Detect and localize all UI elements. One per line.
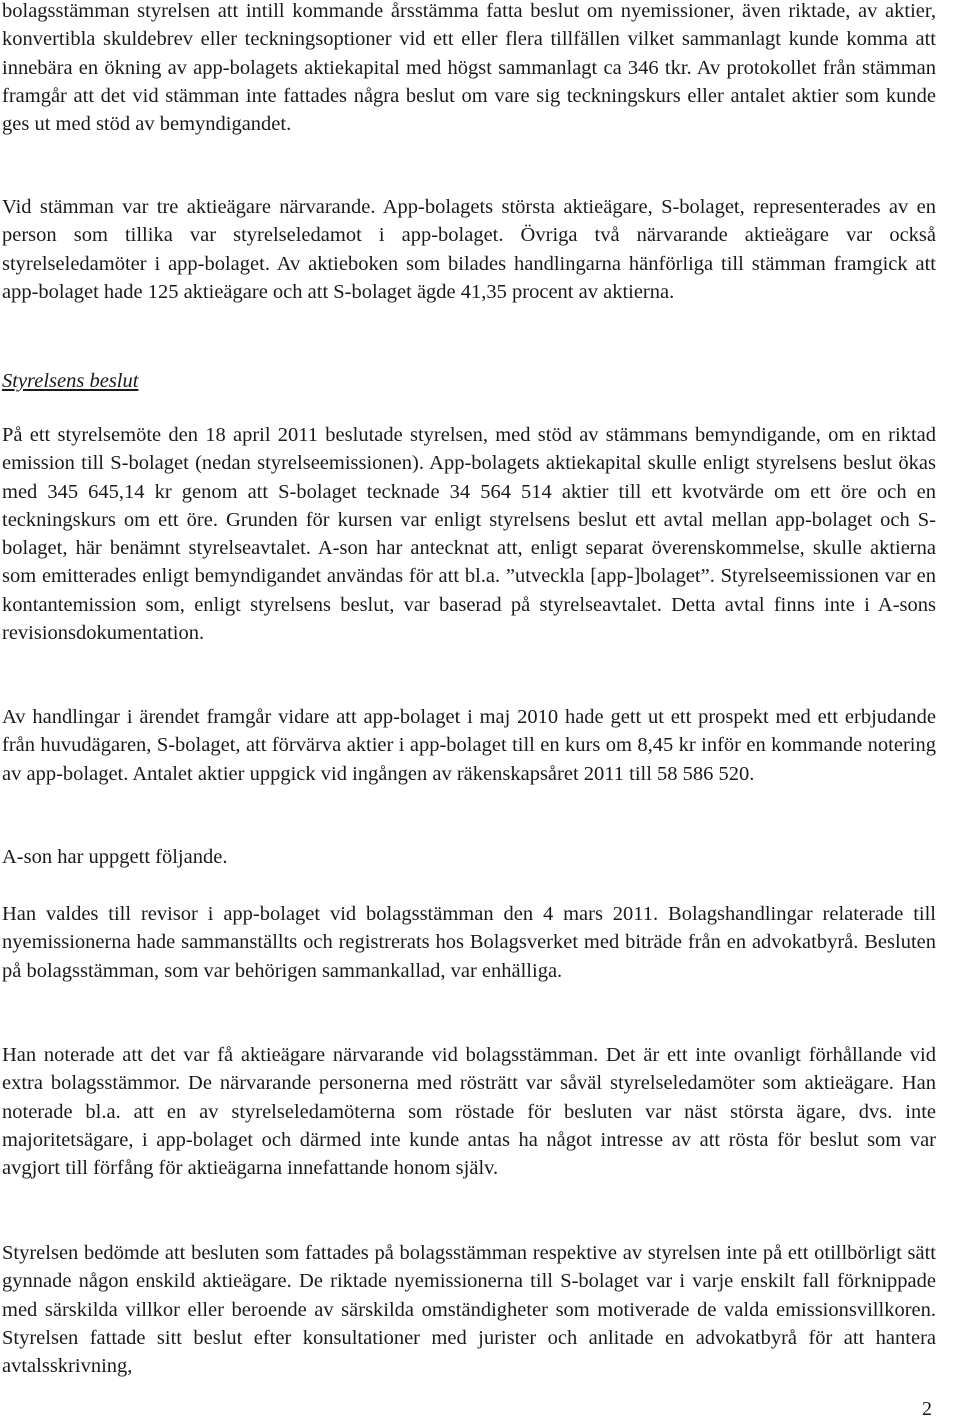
- paragraph-prospekt: Av handlingar i ärendet framgår vidare att app-bolaget i maj 2010 hade gett ut ett prospekt med ett erbjudande från huvudägaren, S-bolaget, att förvärva aktier i app-bolaget till en kurs om 8,45 kr inför en kommande notering av app-bolaget. Antalet aktier uppgick vid ingången av räkenskapsåret 2011 till 58 586 520.: [2, 706, 936, 785]
- paragraph-styrelsemote: På ett styrelsemöte den 18 april 2011 beslutade styrelsen, med stöd av stämmans bemyndigande, om en riktad emission till S-bolaget (nedan styrelseemissionen). App-bolagets aktiekapital skulle enligt styrelsens beslut ökas med 345 645,14 kr genom att S-bolaget tecknade 34 564 514 aktier till ett kvotvärde om ett öre och en teckningskurs om ett öre. Grunden för kursen var enligt styrelsens beslut ett avtal mellan app-bolaget och S-bolaget, här benämnt styrelseavtalet. A-son har antecknat att, enligt separat överenskommelse, skulle aktierna som emitterades enligt bemyndigandet användas för att bl.a. ”utveckla [app-]bolaget”. Styrelseemissionen var en kontantemission som, enligt styrelsens beslut, var baserad på styrelseavtalet. Detta avtal finns inte i A-sons revisionsdokumentation.: [2, 424, 936, 645]
- paragraph-stamma-bemyndigande: bolagsstämman styrelsen att intill kommande årsstämma fatta beslut om nyemissioner, även riktade, av aktier, konvertibla skuldebrev eller teckningsoptioner vid ett eller flera tillfällen vilket sammanlagt kunde komma att innebära en ökning av app-bolagets aktiekapital med högst sammanlagt ca 346 tkr. Av protokollet från stämman framgår att det vid stämman inte fattades några beslut om vare sig teckningskurs eller antalet aktier som kunde ges ut med stöd av bemyndigandet.: [2, 0, 936, 136]
- paragraph-aktieagare-narvarande: Vid stämman var tre aktieägare närvarande. App-bolagets största aktieägare, S-bolaget, representerades av en person som tillika var styrelseledamot i app-bolaget. Övriga två närvarande aktieägare var också styrelseledamöter i app-bolaget. Av aktieboken som bilades handlingarna hänförliga till stämman framgick att app-bolaget hade 125 aktieägare och att S-bolaget ägde 41,35 procent av aktierna.: [2, 196, 936, 303]
- paragraph-styrelsen-bedomde: Styrelsen bedömde att besluten som fattades på bolagsstämman respektive av styrelsen inte på ett otillbörligt sätt gynnade någon enskild aktieägare. De riktade nyemissionerna till S-bolaget var i varje enskilt fall förknippade med särskilda villkor eller beroende av särskilda omständigheter som motiverade de valda emissionsvillkoren. Styrelsen fattade sitt beslut efter konsultationer med jurister och anlitade en advokatbyrå för att hantera avtalsskrivning,: [2, 1242, 936, 1378]
- paragraph-a-son-uppgett: A-son har uppgett följande.: [2, 846, 228, 868]
- paragraph-revisor-val: Han valdes till revisor i app-bolaget vid bolagsstämman den 4 mars 2011. Bolagshandlingar relaterade till nyemissionerna hade sammanställts och registrerats hos Bolagsverket med biträde från en advokatbyrå. Besluten på bolagsstämman, som var behörigen sammankallad, var enhälliga.: [2, 903, 936, 982]
- paragraph-fa-aktieagare: Han noterade att det var få aktieägare närvarande vid bolagsstämman. Det är ett inte ovanligt förhållande vid extra bolagsstämmor. De närvarande personerna med rösträtt var såväl styrelseledamöter som aktieägare. Han noterade bl.a. att en av styrelseledamöterna som röstade för besluten var näst största ägare, dvs. inte majoritetsägare, i app-bolaget och därmed inte kunde antas ha något intresse av att rösta för beslut som var avgjort till förfång för aktieägarna innefattande honom själv.: [2, 1044, 936, 1180]
- section-heading: Styrelsens beslut: [2, 370, 139, 392]
- page-number: 2: [922, 1398, 932, 1420]
